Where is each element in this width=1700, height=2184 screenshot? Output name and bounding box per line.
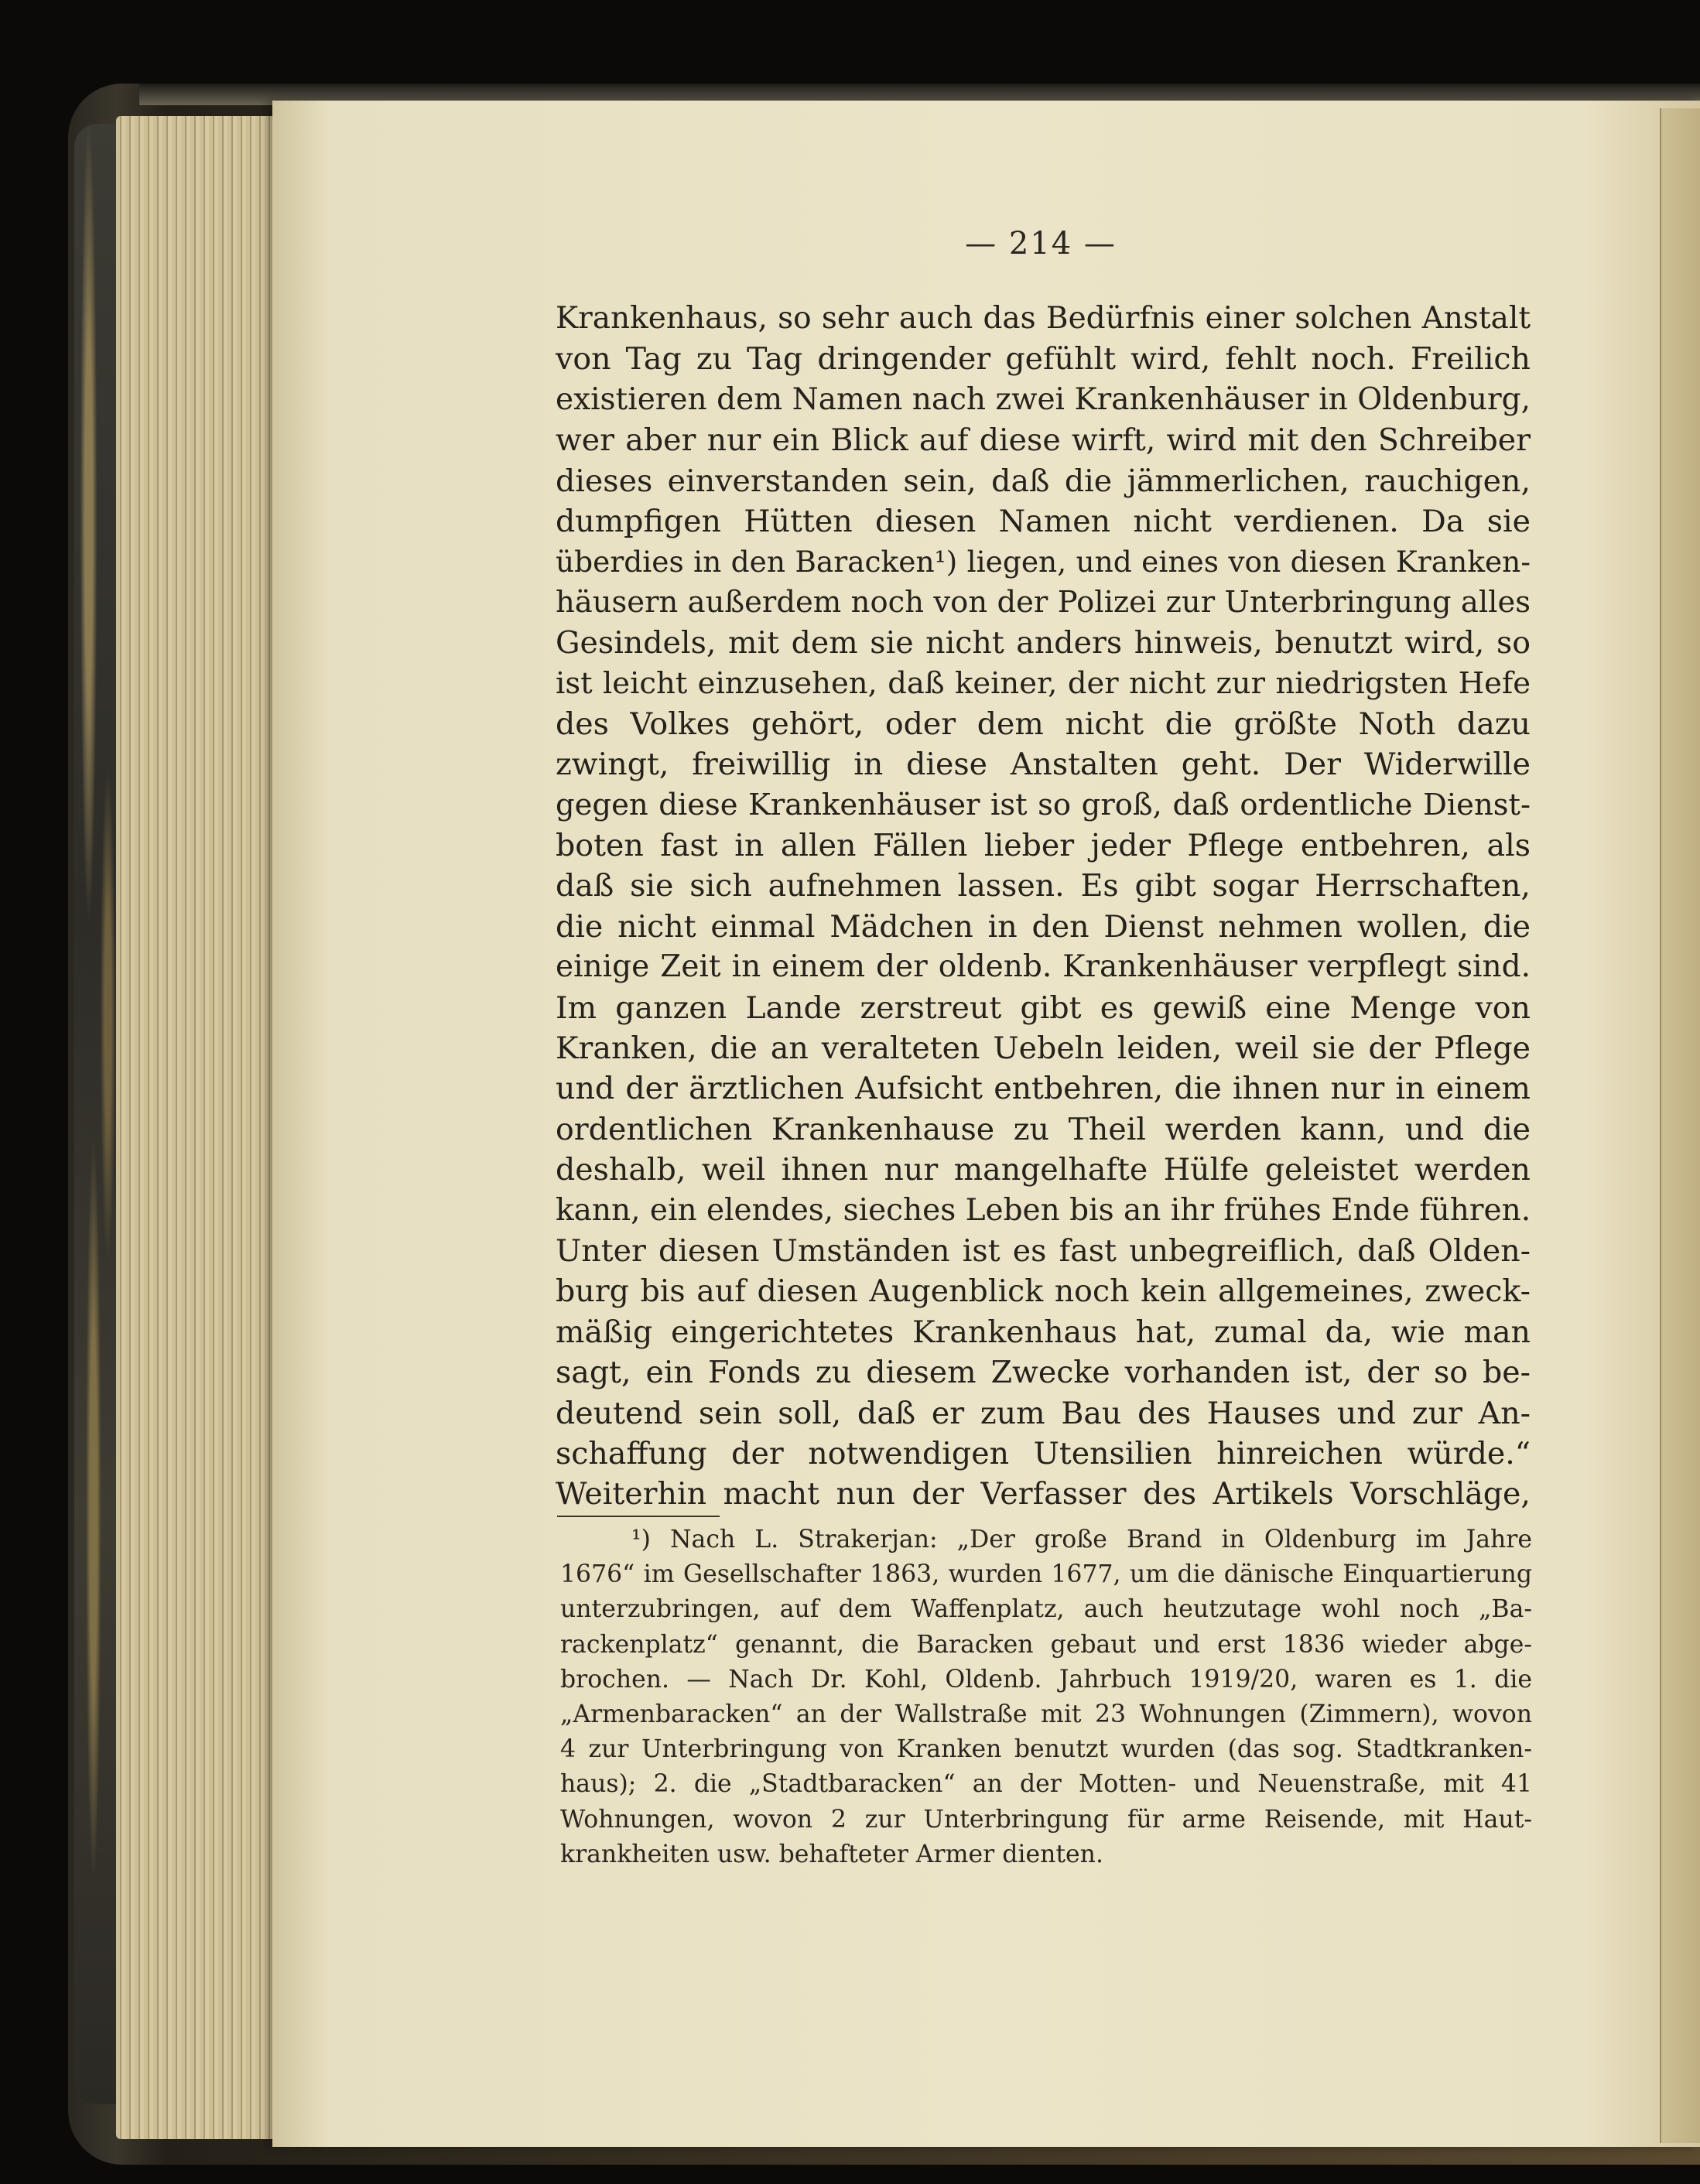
footnote-line: ¹) Nach L. Strakerjan: „Der große Brand in Oldenburg im Jahre — [631, 1526, 1532, 1553]
page-edges-stack — [116, 116, 294, 2139]
text-line: Im ganzen Lande zerstreut gibt es gewiß eine Menge von — [556, 989, 1531, 1026]
text-line: des Volkes gehört, oder dem nicht die größte Noth dazu — [556, 706, 1531, 742]
text-line: von Tag zu Tag dringender gefühlt wird, fehlt noch. Freilich — [556, 341, 1531, 378]
text-line: deshalb, weil ihnen nur mangelhafte Hülfe geleistet werden — [556, 1152, 1531, 1188]
footnote-line: krankheiten usw. behafteter Armer dienten. — [560, 1840, 1103, 1868]
text-line: boten fast in allen Fällen lieber jeder Pflege entbehren, als — [556, 828, 1531, 864]
text-line: und der ärztlichen Aufsicht entbehren, die ihnen nur in einem — [556, 1071, 1531, 1107]
text-line: Gesindels, mit dem sie nicht anders hinweis, benutzt wird, so — [556, 625, 1531, 661]
text-line: einige Zeit in einem der oldenb. Krankenhäuser verpflegt sind. — [556, 949, 1531, 985]
text-line: überdies in den Baracken¹) liegen, und eines von diesen Kranken- — [556, 545, 1531, 579]
text-line: burg bis auf diesen Augenblick noch kein allgemeines, zweck- — [556, 1273, 1531, 1310]
text-line: gegen diese Krankenhäuser ist so groß, daß ordentliche Dienst- — [556, 787, 1531, 822]
text-line: zwingt, freiwillig in diese Anstalten geht. Der Widerwille — [556, 747, 1531, 783]
footnote-line: unterzubringen, auf dem Waffenplatz, auch heutzutage wohl noch „Ba- — [560, 1595, 1532, 1624]
text-line: die nicht einmal Mädchen in den Dienst nehmen wollen, die — [556, 908, 1531, 945]
text-line: deutend sein soll, daß er zum Bau des Hauses und zur An- — [556, 1395, 1531, 1431]
footnote-line: rackenplatz“ genannt, die Baracken gebaut und erst 1836 wieder abge- — [560, 1630, 1532, 1659]
text-line: schaffung der notwendigen Utensilien hinreichen würde.“ — [556, 1435, 1531, 1471]
footnote-line: „Armenbaracken“ an der Wallstraße mit 23 Wohnungen (Zimmern), wovon — [560, 1700, 1532, 1728]
text-line: mäßig eingerichtetes Krankenhaus hat, zumal da, wie man — [556, 1314, 1531, 1350]
text-line: daß sie sich aufnehmen lassen. Es gibt sogar Herrschaften, — [556, 868, 1531, 904]
page-number: — 214 — — [965, 226, 1117, 261]
marbled-cover-edge — [74, 124, 122, 2104]
text-line: häusern außerdem noch von der Polizei zur Unterbringung alles — [556, 584, 1531, 620]
facing-page-edge — [1660, 108, 1700, 2143]
text-line: Weiterhin macht nun der Verfasser des Artikels Vorschläge, — [556, 1476, 1531, 1512]
text-line: ist leicht einzusehen, daß keiner, der nicht zur niedrigsten Hefe — [556, 665, 1531, 701]
text-line: Krankenhaus, so sehr auch das Bedürfnis einer solchen Anstalt — [556, 301, 1531, 336]
footnote-line: 1676“ im Gesellschafter 1863, wurden 1677, um die dänische Einquartierung — [560, 1560, 1532, 1589]
text-line: dieses einverstanden sein, daß die jämmerlichen, rauchigen, — [556, 463, 1531, 499]
text-line: Kranken, die an veralteten Uebeln leiden, weil sie der Pflege — [556, 1030, 1531, 1067]
text-line: wer aber nur ein Blick auf diese wirft, wird mit den Schreiber — [556, 422, 1531, 459]
text-line: dumpfigen Hütten diesen Namen nicht verdienen. Da sie — [556, 503, 1531, 539]
text-line: Unter diesen Umständen ist es fast unbegreiflich, daß Olden- — [556, 1232, 1531, 1269]
text-line: sagt, ein Fonds zu diesem Zwecke vorhanden ist, der so be- — [556, 1355, 1531, 1391]
footnote-line: Wohnungen, wovon 2 zur Unterbringung für arme Reisende, mit Haut- — [560, 1805, 1532, 1834]
footnote-line: brochen. — Nach Dr. Kohl, Oldenb. Jahrbuch 1919/20, waren es 1. die — [560, 1665, 1532, 1694]
footnotes — [560, 1523, 1532, 1872]
footnote-line: haus); 2. die „Stadtbaracken“ an der Motten- und Neuenstraße, mit 41 — [560, 1770, 1532, 1799]
text-line: ordentlichen Krankenhause zu Theil werden kann, und die — [556, 1111, 1531, 1147]
footnote-line: 4 zur Unterbringung von Kranken benutzt wurden (das sog. Stadtkranken- — [560, 1735, 1532, 1764]
footnote-rule — [557, 1516, 720, 1517]
text-line: existieren dem Namen nach zwei Krankenhäuser in Oldenburg, — [556, 381, 1531, 417]
text-line: kann, ein elendes, sieches Leben bis an ihr frühes Ende führen. — [556, 1192, 1531, 1228]
body-text — [556, 299, 1531, 1515]
